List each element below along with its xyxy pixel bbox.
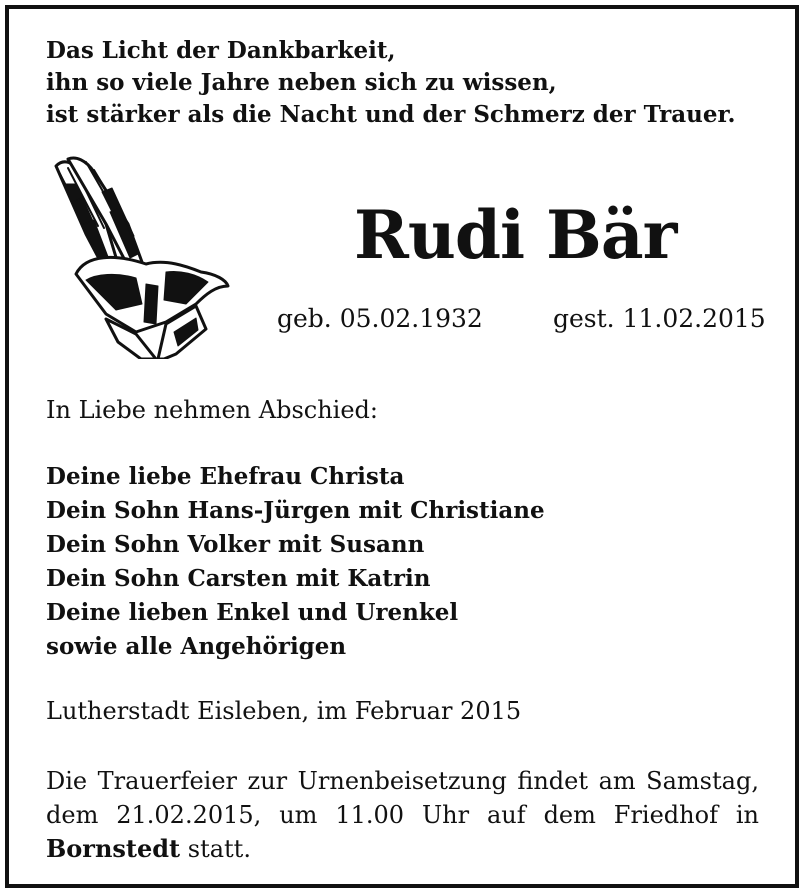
mourner-line: Dein Sohn Hans-Jürgen mit Christiane [46, 497, 545, 524]
funeral-word: am [598, 767, 636, 795]
obituary-notice [5, 5, 799, 888]
place-and-date: Lutherstadt Eisleben, im Februar 2015 [46, 697, 522, 725]
life-dates [277, 303, 766, 335]
death-date: gest. 11.02.2015 [553, 304, 766, 333]
funeral-word: dem [543, 801, 596, 829]
funeral-word: findet [517, 767, 589, 795]
funeral-word: in [735, 801, 759, 829]
funeral-location: Bornstedt [46, 834, 181, 863]
poem-line: ist stärker als die Nacht und der Schmerz der Trauer. [46, 101, 736, 128]
funeral-notice [46, 764, 759, 866]
farewell-intro: In Liebe nehmen Abschied: [46, 396, 378, 424]
funeral-word: 21.02.2015, [116, 801, 262, 829]
mourner-line: Deine liebe Ehefrau Christa [46, 463, 405, 490]
funeral-word: Urnenbeisetzung [297, 767, 507, 795]
mourner-line: sowie alle Angehörigen [46, 633, 347, 660]
funeral-line-2 [46, 798, 759, 832]
deceased-name: Rudi Bär [354, 196, 677, 274]
poem [46, 35, 735, 131]
mourner-line: Deine lieben Enkel und Urenkel [46, 599, 459, 626]
poem-line: Das Licht der Dankbarkeit, [46, 37, 396, 64]
funeral-word: um [279, 801, 318, 829]
birth-date: geb. 05.02.1932 [277, 304, 483, 333]
funeral-word: 11.00 [335, 801, 405, 829]
poem-line: ihn so viele Jahre neben sich zu wissen, [46, 69, 557, 96]
funeral-word: zur [247, 767, 288, 795]
funeral-word: Die [46, 767, 88, 795]
funeral-line-1 [46, 764, 759, 798]
mourners-list [46, 460, 545, 664]
mourner-line: Dein Sohn Volker mit Susann [46, 531, 425, 558]
funeral-line-3 [46, 832, 759, 866]
mourner-line: Dein Sohn Carsten mit Katrin [46, 565, 431, 592]
funeral-ending: statt. [187, 835, 251, 863]
funeral-word: Trauerfeier [97, 767, 238, 795]
funeral-word: Friedhof [613, 801, 718, 829]
praying-hands-icon [46, 154, 231, 359]
funeral-word: Uhr [421, 801, 470, 829]
funeral-word: Samstag, [646, 767, 759, 795]
funeral-word: auf [487, 801, 526, 829]
funeral-word: dem [46, 801, 99, 829]
